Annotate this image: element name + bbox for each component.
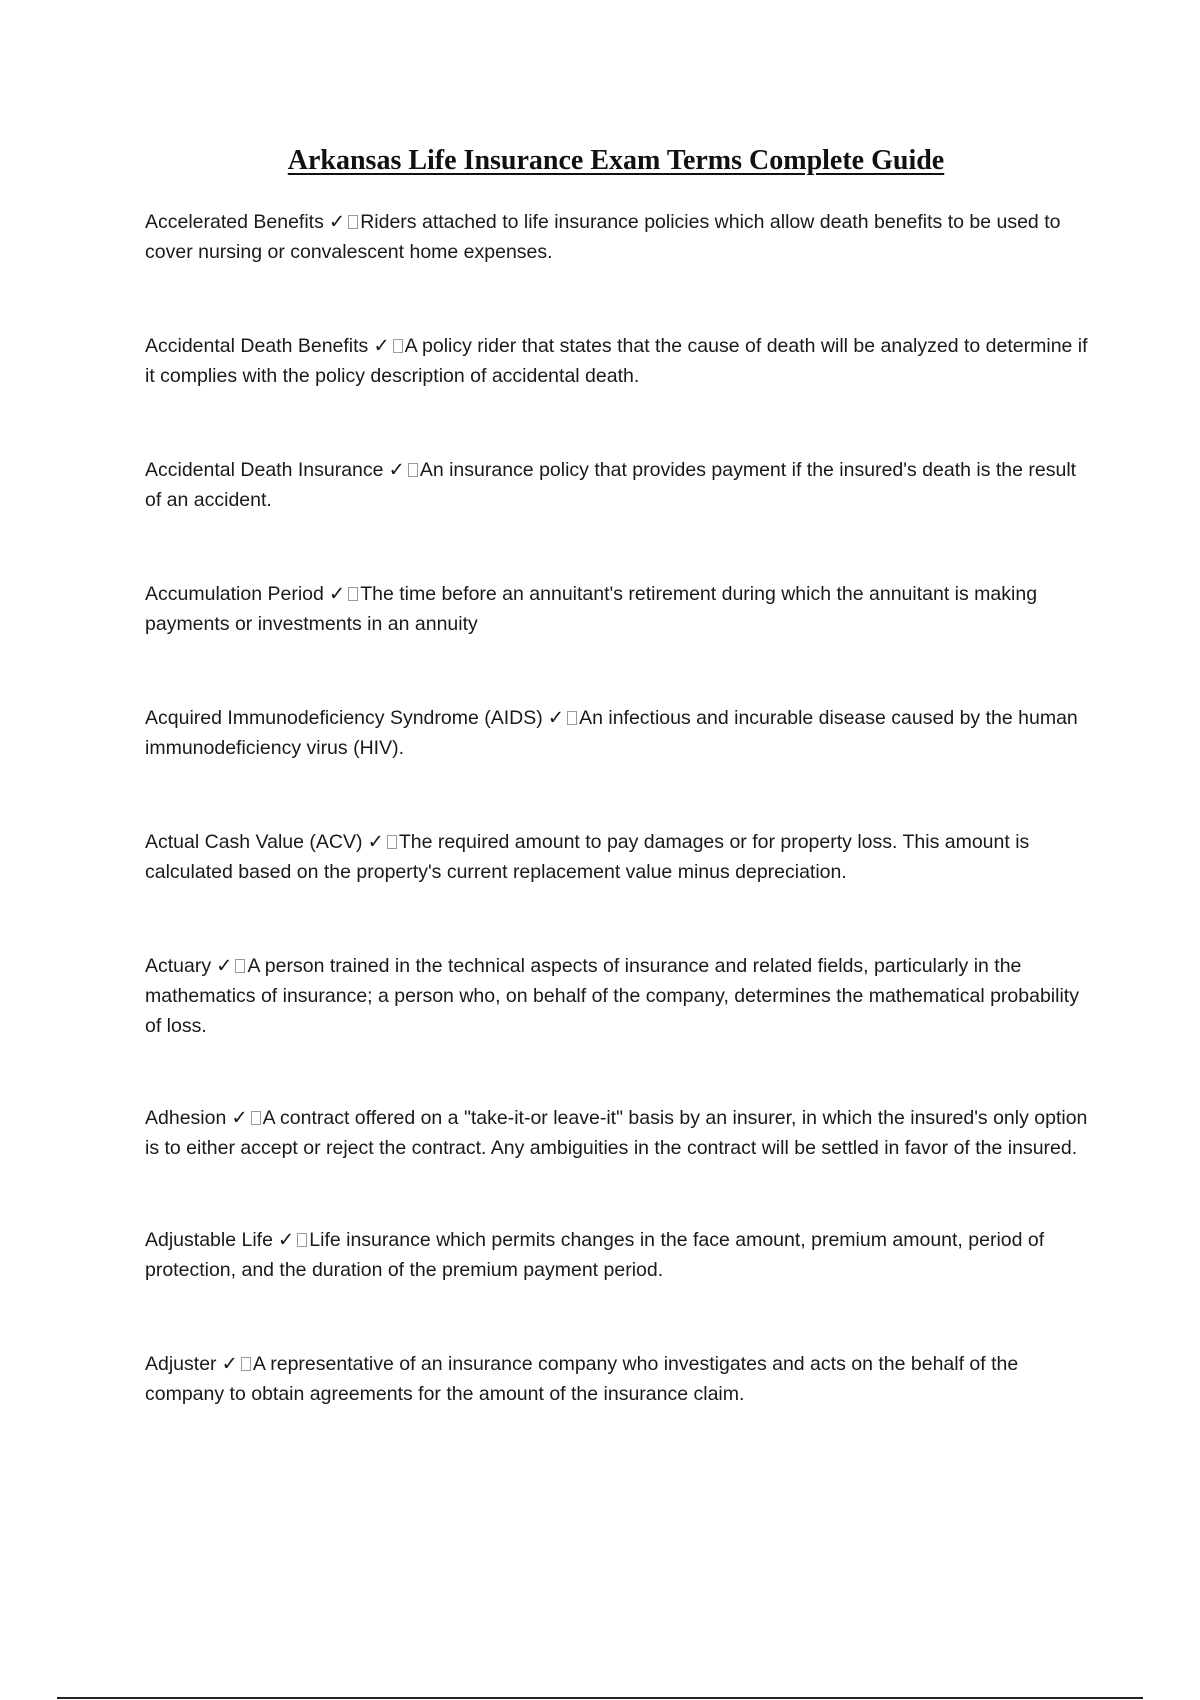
page-title: Arkansas Life Insurance Exam Terms Complete Guide: [287, 145, 945, 176]
checkmark-icon: ✓: [367, 831, 384, 853]
entry-definition: Riders attached to life insurance policies which allow death benefits to be used to cover nursing or convalescent home expenses.: [145, 211, 1061, 263]
entry-term: Accumulation Period: [145, 583, 324, 605]
entry-term: Adjustable Life: [145, 1229, 273, 1251]
entry-term: Actuary: [145, 955, 212, 977]
checkmark-icon: ✓: [328, 211, 346, 233]
box-icon: [241, 1357, 251, 1371]
box-icon: [297, 1233, 307, 1247]
entry-term: Accidental Death Benefits: [145, 335, 369, 357]
glossary-entry: [145, 1225, 1090, 1285]
checkmark-icon: ✓: [221, 1353, 238, 1375]
box-icon: [235, 959, 245, 973]
entry-term: Acquired Immunodeficiency Syndrome (AIDS): [145, 707, 543, 729]
entry-term: Adhesion: [145, 1107, 227, 1129]
checkmark-icon: ✓: [231, 1107, 248, 1129]
glossary-entry: [145, 703, 1090, 763]
entry-definition: An infectious and incurable disease caused by the human immunodeficiency virus (HIV).: [145, 707, 1078, 759]
box-icon: [348, 215, 358, 229]
entry-definition: A representative of an insurance company who investigates and acts on the behalf of the company to obtain agreements for the amount of the insurance claim.: [145, 1353, 1019, 1405]
box-icon: [393, 339, 403, 353]
entry-term: Adjuster: [145, 1353, 217, 1375]
box-icon: [251, 1111, 261, 1125]
glossary-entry: [145, 331, 1090, 391]
entry-term: Accidental Death Insurance: [145, 459, 384, 481]
entry-definition: A person trained in the technical aspects of insurance and related fields, particularly in the mathematics of insurance; a person who, on behalf of the company, determines the mathematical probability of loss.: [145, 955, 1079, 1037]
entry-definition: The required amount to pay damages or for property loss. This amount is calculated based on the property's current replacement value minus depreciation.: [145, 831, 1030, 883]
checkmark-icon: ✓: [277, 1229, 295, 1251]
glossary-entry: [145, 951, 1090, 1041]
entry-definition: The time before an annuitant's retirement during which the annuitant is making payments or investments in an annuity: [145, 583, 1038, 635]
box-icon: [408, 463, 418, 477]
checkmark-icon: ✓: [328, 583, 346, 605]
glossary-entry: [145, 827, 1090, 887]
glossary-entry: [145, 1349, 1090, 1409]
glossary-entries: [145, 207, 1090, 1409]
entry-term: Accelerated Benefits: [145, 211, 324, 233]
glossary-entry: [145, 455, 1090, 515]
checkmark-icon: ✓: [216, 955, 233, 977]
checkmark-icon: ✓: [547, 707, 565, 729]
glossary-entry: [145, 579, 1090, 639]
entry-definition: A contract offered on a "take-it-or leave-it" basis by an insurer, in which the insured's only option is to either accept or reject the contract. Any ambiguities in the contract will be settled in favor of the insured.: [145, 1107, 1088, 1159]
checkmark-icon: ✓: [373, 335, 390, 357]
entry-definition: Life insurance which permits changes in the face amount, premium amount, period of protection, and the duration of the premium payment period.: [145, 1229, 1045, 1281]
glossary-entry: [145, 207, 1090, 267]
glossary-entry: [145, 1103, 1090, 1163]
entry-definition: An insurance policy that provides payment if the insured's death is the result of an accident.: [145, 459, 1077, 511]
checkmark-icon: ✓: [388, 459, 405, 481]
footer-divider: [57, 1697, 1143, 1699]
box-icon: [387, 835, 397, 849]
box-icon: [567, 711, 577, 725]
box-icon: [348, 587, 358, 601]
entry-definition: A policy rider that states that the cause of death will be analyzed to determine if it complies with the policy description of accidental death.: [145, 335, 1088, 387]
entry-term: Actual Cash Value (ACV): [145, 831, 363, 853]
